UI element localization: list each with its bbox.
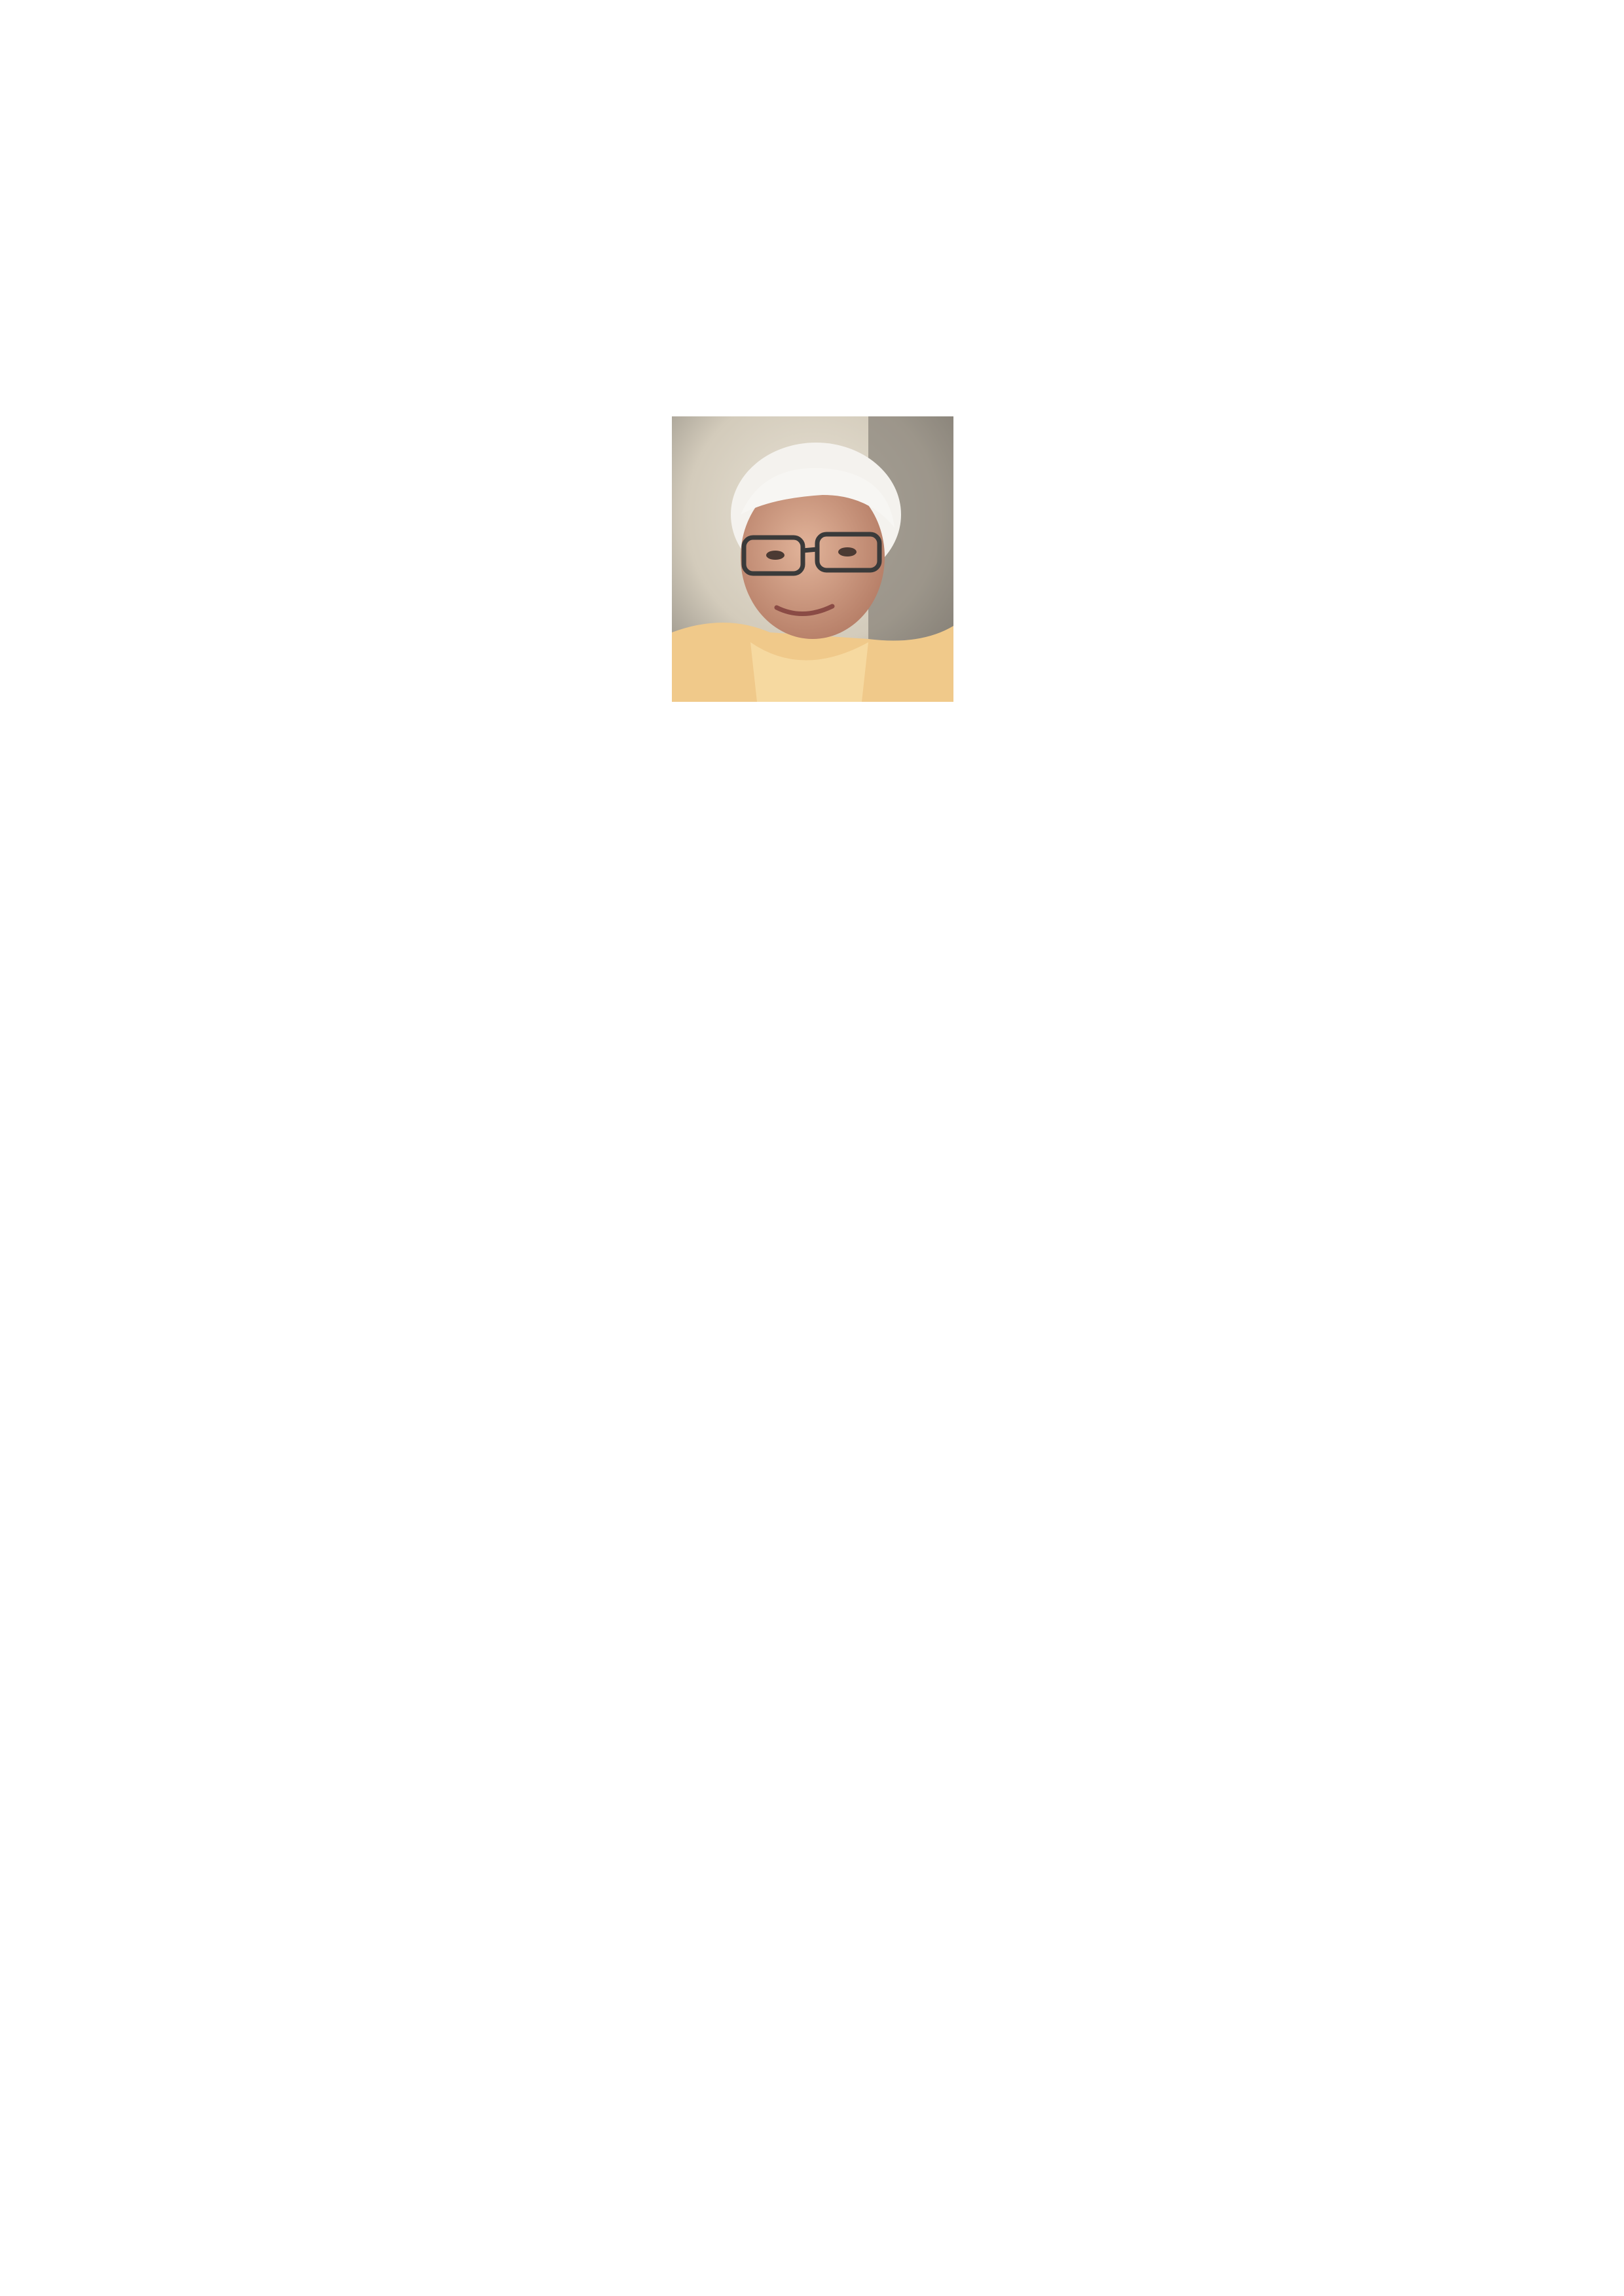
portrait-photo (672, 416, 953, 702)
